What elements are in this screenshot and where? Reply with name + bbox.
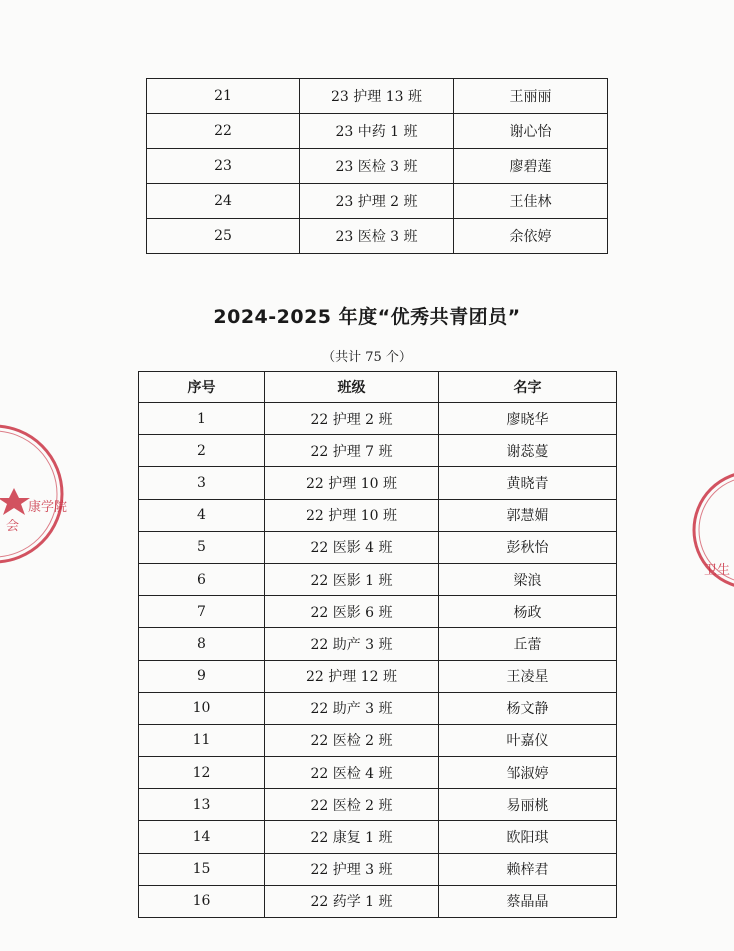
row-name: 蔡晶晶: [439, 885, 617, 917]
row-number: 16: [139, 885, 265, 917]
row-class: 22 医影 4 班: [265, 531, 439, 563]
table-row: [139, 403, 617, 435]
table-header-row: [139, 372, 617, 403]
row-name: 邹淑婷: [439, 757, 617, 789]
row-number: 24: [147, 184, 300, 219]
row-class: 22 护理 10 班: [265, 467, 439, 499]
table-row: [139, 628, 617, 660]
header-class: 班级: [265, 372, 439, 403]
row-name: 谢蕊蔓: [439, 435, 617, 467]
table-row: [139, 531, 617, 563]
row-number: 15: [139, 853, 265, 885]
row-class: 22 助产 3 班: [265, 628, 439, 660]
row-class: 22 医影 6 班: [265, 596, 439, 628]
row-class: 22 助产 3 班: [265, 692, 439, 724]
row-class: 22 医检 2 班: [265, 789, 439, 821]
row-class: 22 护理 2 班: [265, 403, 439, 435]
row-number: 9: [139, 660, 265, 692]
row-number: 2: [139, 435, 265, 467]
table-row: [147, 184, 608, 219]
row-number: 8: [139, 628, 265, 660]
row-name: 彭秋怡: [439, 531, 617, 563]
row-number: 1: [139, 403, 265, 435]
table-row: [139, 757, 617, 789]
row-class: 22 护理 10 班: [265, 499, 439, 531]
row-number: 23: [147, 149, 300, 184]
row-name: 王佳林: [454, 184, 608, 219]
table-row: [147, 219, 608, 254]
row-class: 22 护理 12 班: [265, 660, 439, 692]
seal-ring: [0, 426, 62, 562]
row-name: 余依婷: [454, 219, 608, 254]
table-row: [139, 435, 617, 467]
row-class: 22 医检 2 班: [265, 724, 439, 756]
row-class: 23 护理 2 班: [300, 184, 454, 219]
row-name: 梁浪: [439, 563, 617, 595]
row-name: 谢心怡: [454, 114, 608, 149]
table-row: [139, 789, 617, 821]
table-row: [139, 692, 617, 724]
row-number: 4: [139, 499, 265, 531]
table-row: [139, 660, 617, 692]
table-row: [147, 114, 608, 149]
row-name: 杨文静: [439, 692, 617, 724]
honor-list-table: [138, 371, 617, 918]
row-name: 王凌星: [439, 660, 617, 692]
row-name: 廖晓华: [439, 403, 617, 435]
row-number: 5: [139, 531, 265, 563]
seal-inner-ring: [0, 431, 57, 557]
row-number: 3: [139, 467, 265, 499]
table-row: [139, 724, 617, 756]
row-number: 13: [139, 789, 265, 821]
seal-text-2: 会: [6, 519, 20, 534]
row-class: 23 医检 3 班: [300, 219, 454, 254]
row-name: 黄晓青: [439, 467, 617, 499]
row-class: 22 药学 1 班: [265, 885, 439, 917]
left-official-seal: [0, 418, 70, 568]
row-class: 22 护理 7 班: [265, 435, 439, 467]
row-name: 赖梓君: [439, 853, 617, 885]
row-class: 22 医影 1 班: [265, 563, 439, 595]
right-official-seal: [690, 470, 734, 600]
row-class: 23 医检 3 班: [300, 149, 454, 184]
row-number: 22: [147, 114, 300, 149]
seal-star-icon: [0, 488, 30, 515]
row-number: 10: [139, 692, 265, 724]
row-class: 23 中药 1 班: [300, 114, 454, 149]
row-name: 廖碧莲: [454, 149, 608, 184]
table-row: [147, 149, 608, 184]
seal-text: 康学院: [28, 500, 68, 515]
row-number: 11: [139, 724, 265, 756]
table-row: [139, 821, 617, 853]
row-number: 14: [139, 821, 265, 853]
row-number: 6: [139, 563, 265, 595]
table-row: [139, 563, 617, 595]
row-number: 12: [139, 757, 265, 789]
section-count: （共计 75 个）: [322, 350, 412, 365]
row-class: 22 康复 1 班: [265, 821, 439, 853]
header-number: 序号: [139, 372, 265, 403]
row-name: 杨政: [439, 596, 617, 628]
row-name: 欧阳琪: [439, 821, 617, 853]
continued-list-table: [146, 78, 608, 254]
row-name: 丘蕾: [439, 628, 617, 660]
table-row: [139, 467, 617, 499]
row-name: 叶嘉仪: [439, 724, 617, 756]
row-class: 22 医检 4 班: [265, 757, 439, 789]
row-name: 王丽丽: [454, 79, 608, 114]
table-row: [139, 885, 617, 917]
section-title: 2024-2025 年度“优秀共青团员”: [213, 306, 521, 328]
row-number: 7: [139, 596, 265, 628]
row-name: 易丽桃: [439, 789, 617, 821]
table-row: [139, 499, 617, 531]
seal-text: 卫生: [704, 563, 731, 578]
table-row: [139, 853, 617, 885]
row-class: 23 护理 13 班: [300, 79, 454, 114]
table-row: [147, 79, 608, 114]
row-name: 郭慧媚: [439, 499, 617, 531]
header-name: 名字: [439, 372, 617, 403]
row-number: 21: [147, 79, 300, 114]
table-row: [139, 596, 617, 628]
row-class: 22 护理 3 班: [265, 853, 439, 885]
row-number: 25: [147, 219, 300, 254]
